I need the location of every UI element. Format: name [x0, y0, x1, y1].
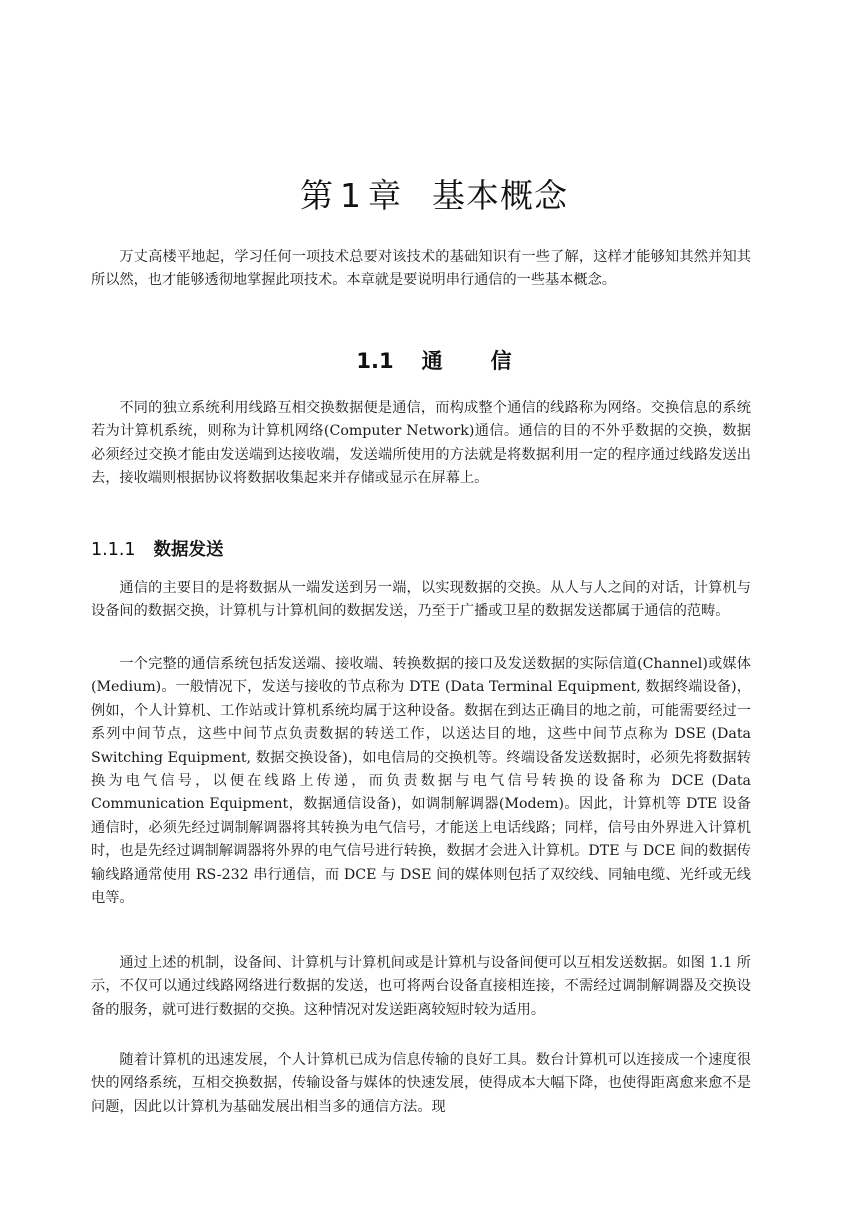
- chapter-number: 1: [340, 176, 362, 215]
- chapter-label-suffix: 章: [368, 176, 402, 215]
- subsection-title-text: 数据发送: [153, 540, 224, 560]
- paragraph-data-transfer-1: 通信的主要目的是将数据从一端发送到另一端，以实现数据的交换。从人与人之间的对话，计算机与设备间的数据交换，计算机与计算机间的数据发送，乃至于广播或卫星的数据发送都属于通信的范畴。: [91, 580, 751, 620]
- section-title-a: 通: [421, 349, 443, 373]
- chapter-label-prefix: 第: [300, 176, 334, 215]
- paragraph-data-transfer-2: 一个完整的通信系统包括发送端、接收端、转换数据的接口及发送数据的实际信道(Channel)或媒体(Medium)。一般情况下，发送与接收的节点称为 DTE (Data Terminal Equipment, 数据终端设备)，例如，个人计算机、工作站或计算机系统均属于这种设备。数据在到达正确目的地之前，可能需要经过一系列中间节点，这些中间节点负责数据的转送工作，以送达目的地，这些中间节点称为 DSE (Data Switching Equipment, 数据交换设备)，如电信局的交换机等。终端设备发送数据时，必须先将数据转换为电气信号，以便在线路上传递，而负责数据与电气信号转换的设备称为 DCE (Data Communication Equipment，数据通信设备)，如调制解调器(Modem)。因此，计算机等 DTE 设备通信时，必须先经过调制解调器将其转换为电气信号，才能送上电话线路；同样，信号由外界进入计算机时，也是先经过调制解调器将外界的电气信号进行转换，数据才会进入计算机。DTE 与 DCE 间的数据传输线路通常使用 RS-232 串行通信，而 DCE 与 DSE 间的媒体则包括了双绞线、同轴电缆、光纤或无线电等。: [91, 656, 751, 907]
- chapter-title-text: 基本概念: [432, 176, 568, 215]
- chapter-title: [0, 172, 868, 220]
- section-title-b: 信: [490, 349, 512, 373]
- section-title: [0, 346, 868, 376]
- intro-paragraph: 万丈高楼平地起，学习任何一项技术总要对该技术的基础知识有一些了解，这样才能够知其然并知其所以然，也才能够透彻地掌握此项技术。本章就是要说明串行通信的一些基本概念。: [91, 249, 751, 289]
- section-paragraph: 不同的独立系统利用线路互相交换数据便是通信，而构成整个通信的线路称为网络。交换信息的系统若为计算机系统，则称为计算机网络(Computer Network)通信。通信的目的不外乎数据的交换，数据必须经过交换才能由发送端到达接收端，发送端所使用的方法就是将数据利用一定的程序通过线路发送出去，接收端则根据协议将数据收集起来并存储或显示在屏幕上。: [91, 400, 751, 487]
- subsection-number: 1.1.1: [91, 540, 136, 560]
- paragraph-data-transfer-3: 通过上述的机制，设备间、计算机与计算机间或是计算机与设备间便可以互相发送数据。如图 1.1 所示，不仅可以通过线路网络进行数据的发送，也可将两台设备直接相连接，不需经过调制解调器及交换设备的服务，就可进行数据的交换。这种情况对发送距离较短时较为适用。: [91, 955, 751, 1018]
- paragraph-data-transfer-4: 随着计算机的迅速发展，个人计算机已成为信息传输的良好工具。数台计算机可以连接成一个速度很快的网络系统，互相交换数据，传输设备与媒体的快速发展，使得成本大幅下降，也使得距离愈来愈不是问题，因此以计算机为基础发展出相当多的通信方法。现: [91, 1052, 751, 1115]
- section-number: 1.1: [356, 349, 394, 373]
- subsection-title: [91, 537, 224, 563]
